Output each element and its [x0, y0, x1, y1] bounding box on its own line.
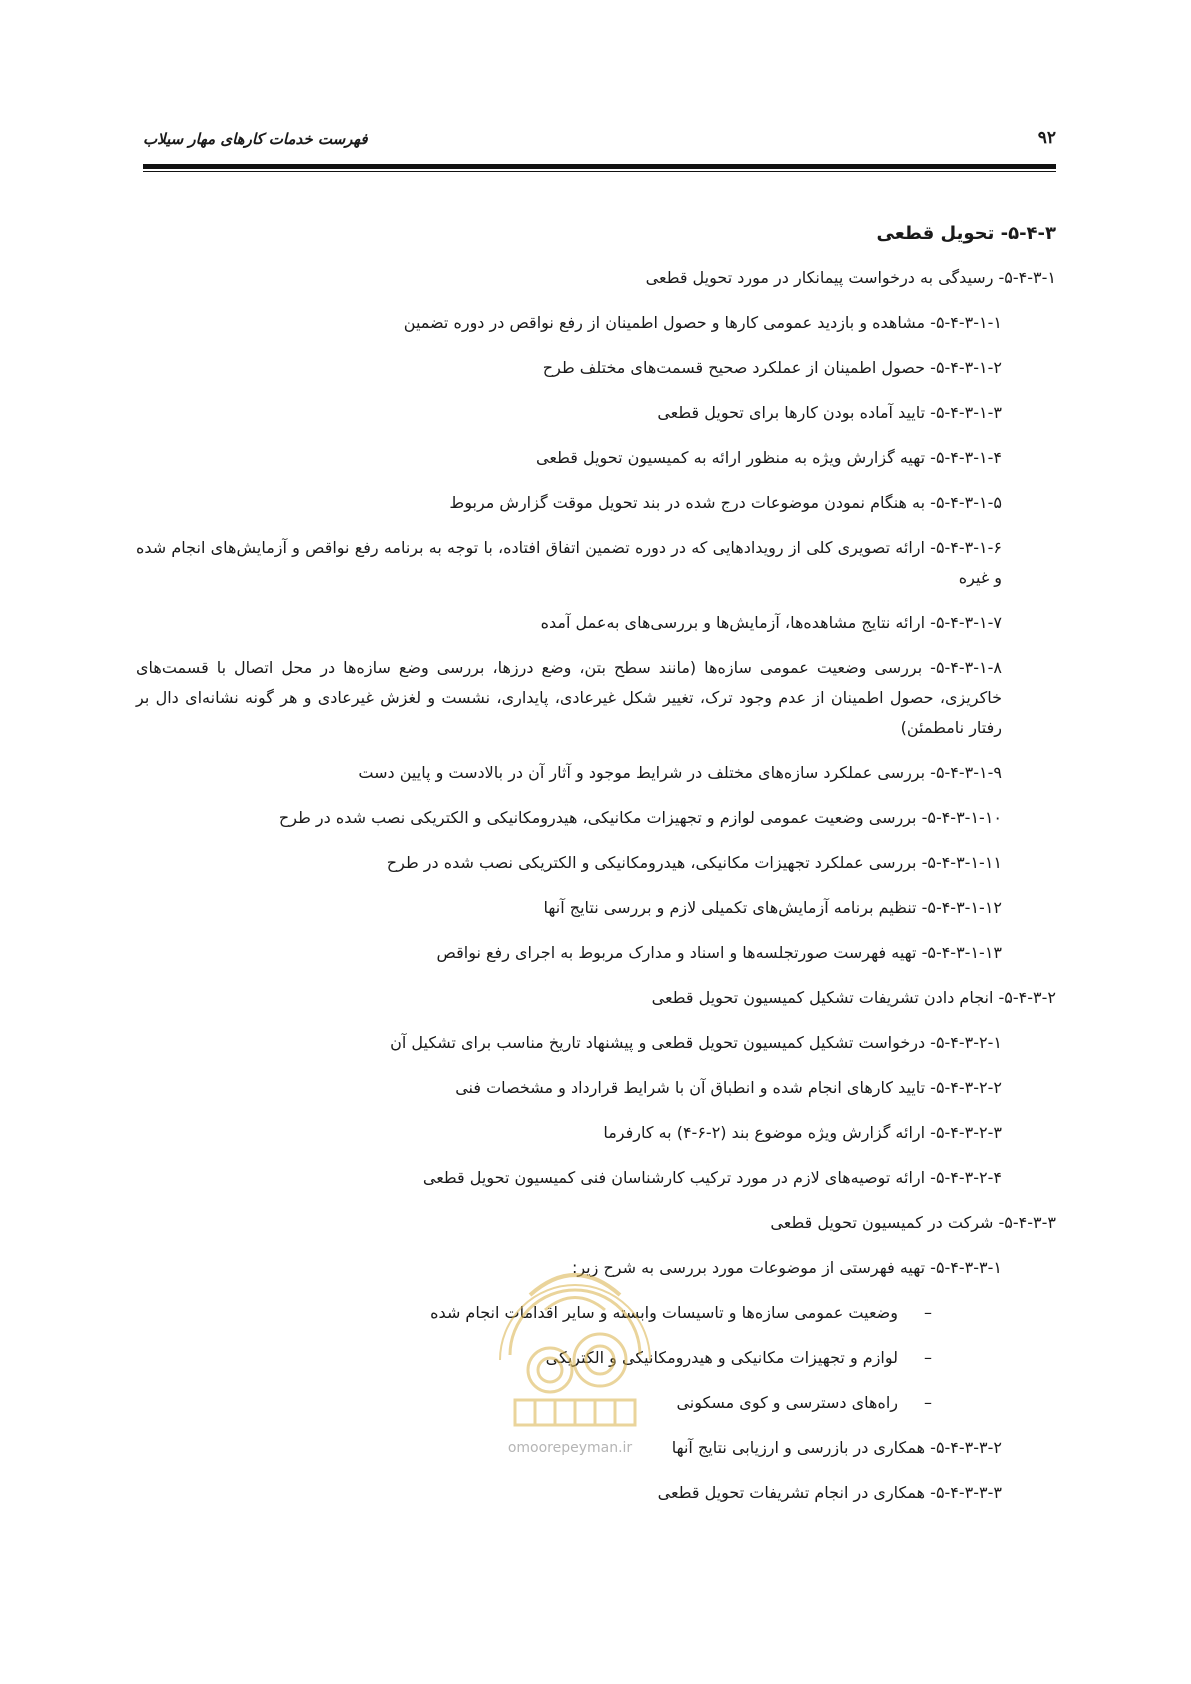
bullet-text: راه‌های دسترسی و کوی مسکونی	[676, 1393, 898, 1412]
list-item: ۵-۴-۳-۱-۲- حصول اطمینان از عملکرد صحیح قسمت‌های مختلف طرح	[542, 358, 1002, 377]
page-number: ۹۲	[1037, 128, 1056, 148]
list-item: ۵-۴-۳-۱-۸- بررسی وضعیت عمومی سازه‌ها (مانند سطح بتن، وضع درزها، بررسی وضع سازه‌ها در محل اتصال با قسمت‌های خاکریزی، حصول اطمینان از عدم وجود ترک، تغییر شکل غیرعادی، پایداری، نشست و لغزش غیرعادی و هر گونه نشانه‌ای دال بر رفتار نامطمئن)	[136, 658, 1002, 737]
list-item: ۵-۴-۳-۱-۳- تایید آماده بودن کارها برای تحویل قطعی	[657, 403, 1002, 422]
bullet-dash: –	[924, 1393, 932, 1412]
list-item: ۵-۴-۳-۲- انجام دادن تشریفات تشکیل کمیسیون تحویل قطعی	[651, 988, 1056, 1007]
list-item: ۵-۴-۳-۳-۱- تهیه فهرستی از موضوعات مورد بررسی به شرح زیر:	[571, 1258, 1002, 1277]
list-item: ۵-۴-۳-۱-۱۲- تنظیم برنامه آزمایش‌های تکمیلی لازم و بررسی نتایج آنها	[543, 898, 1002, 917]
list-item: ۵-۴-۳-۱-۱۳- تهیه فهرست صورتجلسه‌ها و اسناد و مدارک مربوط به اجرای رفع نواقص	[436, 943, 1002, 962]
list-item: ۵-۴-۳-۱-۴- تهیه گزارش ویژه به منظور ارائه به کمیسیون تحویل قطعی	[536, 448, 1002, 467]
list-item: ۵-۴-۳-۲-۲- تایید کارهای انجام شده و انطباق آن با شرایط قرارداد و مشخصات فنی	[455, 1078, 1002, 1097]
header-rule-thick	[143, 164, 1056, 169]
list-item: ۵-۴-۳-۳- شرکت در کمیسیون تحویل قطعی	[770, 1213, 1056, 1232]
page-header	[143, 128, 1056, 156]
list-item: ۵-۴-۳-۱-۵- به هنگام نمودن موضوعات درج شده در بند تحویل موقت گزارش مربوط	[449, 493, 1002, 512]
bullet-text: وضعیت عمومی سازه‌ها و تاسیسات وابسته و سایر اقدامات انجام شده	[430, 1303, 898, 1322]
header-rule-thin	[143, 171, 1056, 172]
list-item: ۵-۴-۳-۳-۳- همکاری در انجام تشریفات تحویل قطعی	[657, 1483, 1002, 1502]
bullet-text: لوازم و تجهیزات مکانیکی و هیدرومکانیکی و الکتریکی	[545, 1348, 898, 1367]
list-item: ۵-۴-۳-۳-۲- همکاری در بازرسی و ارزیابی نتایج آنها	[671, 1438, 1002, 1457]
header-title: فهرست خدمات کارهای مهار سیلاب	[143, 130, 368, 148]
list-item: ۵-۴-۳-۱-۷- ارائه نتایج مشاهده‌ها، آزمایش‌ها و بررسی‌های به‌عمل آمده	[540, 613, 1002, 632]
list-item: ۵-۴-۳-۲-۴- ارائه توصیه‌های لازم در مورد ترکیب کارشناسان فنی کمیسیون تحویل قطعی	[422, 1168, 1002, 1187]
list-item: ۵-۴-۳-۱-۱- مشاهده و بازدید عمومی کارها و حصول اطمینان از رفع نواقص در دوره تضمین	[403, 313, 1002, 332]
list-item: ۵-۴-۳-۱- رسیدگی به درخواست پیمانکار در مورد تحویل قطعی	[645, 268, 1056, 287]
watermark-seal-icon	[490, 1235, 660, 1435]
watermark-text: omoorepeyman.ir	[507, 1440, 633, 1456]
list-item: ۵-۴-۳-۱-۱۱- بررسی عملکرد تجهیزات مکانیکی، هیدرومکانیکی و الکتریکی نصب شده در طرح	[386, 853, 1002, 872]
bullet-dash: –	[924, 1303, 932, 1322]
bullet-dash: –	[924, 1348, 932, 1367]
list-item: ۵-۴-۳-۱-۱۰- بررسی وضعیت عمومی لوازم و تجهیزات مکانیکی، هیدرومکانیکی و الکتریکی نصب شده در طرح	[278, 808, 1002, 827]
list-item: ۵-۴-۳-۱-۶- ارائه تصویری کلی از رویدادهایی که در دوره تضمین اتفاق افتاده، با توجه به برنامه رفع نواقص و آزمایش‌های انجام شده و غیره	[136, 538, 1002, 587]
list-item: ۵-۴-۳-۲-۱- درخواست تشکیل کمیسیون تحویل قطعی و پیشنهاد تاریخ مناسب برای تشکیل آن	[390, 1033, 1002, 1052]
list-item: ۵-۴-۳-۲-۳- ارائه گزارش ویژه موضوع بند (۲-۶-۴) به کارفرما	[603, 1123, 1002, 1142]
section-title: ۵-۴-۳- تحویل قطعی	[876, 223, 1056, 244]
list-item: ۵-۴-۳-۱-۹- بررسی عملکرد سازه‌های مختلف در شرایط موجود و آثار آن در بالادست و پایین دست	[358, 763, 1002, 782]
